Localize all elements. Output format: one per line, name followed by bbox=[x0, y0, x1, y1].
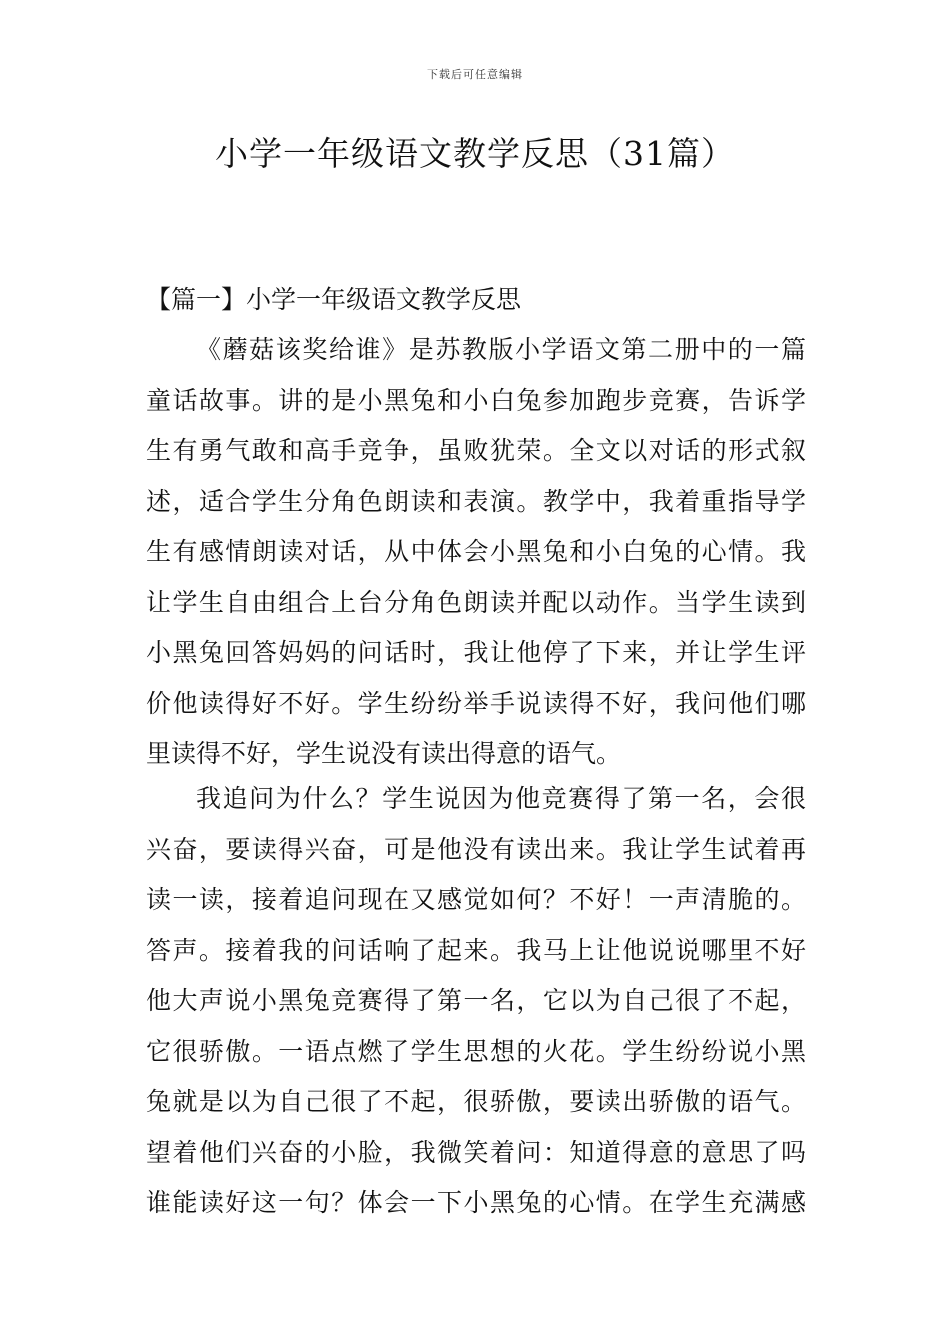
paragraph-line: 兴奋，要读得兴奋，可是他没有读出来。我让学生试着再 bbox=[146, 834, 806, 864]
paragraph-line: 它很骄傲。一语点燃了学生思想的火花。学生纷纷说小黑 bbox=[146, 1036, 806, 1066]
paragraph-line: 小黑兔回答妈妈的问话时，我让他停了下来，并让学生评 bbox=[146, 638, 806, 667]
paragraph-line: 生有勇气敢和高手竞争，虽败犹荣。全文以对话的形式叙 bbox=[146, 436, 806, 465]
paragraph-line: 童话故事。讲的是小黑兔和小白兔参加跑步竞赛，告诉学 bbox=[146, 385, 806, 415]
paragraph-line: 我追问为什么？学生说因为他竞赛得了第一名，会很 bbox=[196, 784, 806, 813]
paragraph-line: 《蘑菇该奖给谁》是苏教版小学语文第二册中的一篇 bbox=[196, 335, 806, 364]
paragraph-2 bbox=[146, 783, 806, 1238]
document-title: 小学一年级语文教学反思（31篇） bbox=[215, 134, 735, 173]
paragraph-line: 让学生自由组合上台分角色朗读并配以动作。当学生读到 bbox=[146, 587, 806, 617]
paragraph-line: 望着他们兴奋的小脸，我微笑着问：知道得意的意思了吗 bbox=[146, 1137, 806, 1167]
paragraph-line: 他大声说小黑兔竞赛得了第一名，它以为自己很了不起， bbox=[146, 986, 806, 1015]
paragraph-1 bbox=[146, 334, 806, 789]
paragraph-line: 价他读得好不好。学生纷纷举手说读得不好，我问他们哪 bbox=[146, 688, 806, 718]
paragraph-line: 读一读，接着追问现在又感觉如何？不好！一声清脆的。 bbox=[146, 885, 806, 914]
paragraph-line: 里读得不好，学生说没有读出得意的语气。 bbox=[146, 739, 622, 768]
paragraph-line: 兔就是以为自己很了不起，很骄傲，要读出骄傲的语气。 bbox=[146, 1087, 806, 1116]
paragraph-line: 谁能读好这一句？体会一下小黑兔的心情。在学生充满感 bbox=[146, 1188, 806, 1217]
paragraph-line: 答声。接着我的问话响了起来。我马上让他说说哪里不好 bbox=[146, 935, 806, 965]
paragraph-line: 述，适合学生分角色朗读和表演。教学中，我着重指导学 bbox=[146, 486, 806, 516]
paragraph-line: 生有感情朗读对话，从中体会小黑兔和小白兔的心情。我 bbox=[146, 537, 806, 566]
section-heading: 【篇一】小学一年级语文教学反思 bbox=[146, 285, 522, 314]
header-note: 下载后可任意编辑 bbox=[427, 68, 523, 81]
